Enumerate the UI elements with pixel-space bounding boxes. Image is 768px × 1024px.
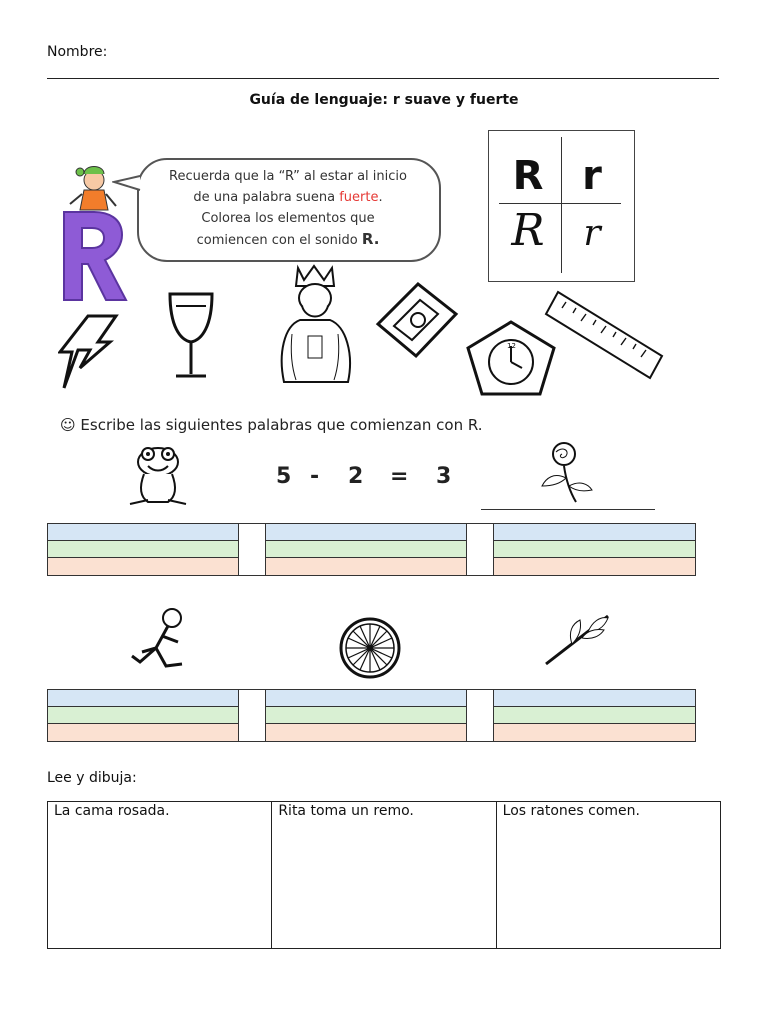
- lower-cursive-r: r: [583, 213, 601, 254]
- answer-strip-6[interactable]: [493, 689, 696, 742]
- answer-strip-3[interactable]: [493, 523, 696, 576]
- upper-cursive-r: R: [511, 205, 545, 256]
- answer-strip-4[interactable]: [47, 689, 239, 742]
- upper-print-r: R: [512, 153, 544, 199]
- draw-cell-1[interactable]: [48, 802, 272, 948]
- running-boy-icon: [128, 606, 194, 678]
- pencil-sharpener-icon[interactable]: [374, 280, 460, 360]
- letter-r-box: [488, 130, 635, 282]
- answer-strip-1[interactable]: [47, 523, 239, 576]
- branch-icon: [542, 608, 616, 668]
- draw-cell-3[interactable]: [497, 802, 720, 948]
- bubble-line-2: de una palabra suena fuerte.: [193, 190, 383, 205]
- page-title: Guía de lenguaje: r suave y fuerte: [249, 92, 519, 108]
- draw-cell-2[interactable]: [272, 802, 496, 948]
- read-and-draw-label: Lee y dibuja:: [47, 770, 137, 786]
- bubble-tail: [112, 172, 142, 194]
- bubble-line-1: Recuerda que la “R” al estar al inicio: [169, 169, 407, 184]
- bubble-text: [150, 166, 426, 251]
- answer-strip-2[interactable]: [265, 523, 467, 576]
- king-icon[interactable]: [270, 264, 360, 386]
- writing-instruction: ☺ Escribe las siguientes palabras que comienzan con R.: [60, 416, 483, 434]
- strip-gap-2: [466, 523, 494, 576]
- sentence-2: Rita toma un remo.: [278, 803, 414, 819]
- bubble-line-4: comiencen con el sonido R.: [196, 230, 380, 248]
- rose-answer-line[interactable]: [481, 509, 655, 510]
- equation-b: 2: [348, 464, 364, 489]
- strip-gap-1: [238, 523, 266, 576]
- sentence-3: Los ratones comen.: [502, 803, 640, 819]
- svg-text:12: 12: [507, 342, 516, 350]
- equation-a: 5: [276, 464, 292, 489]
- read-and-draw-table: [47, 801, 721, 949]
- lightning-icon[interactable]: [58, 312, 120, 392]
- frog-icon: [124, 440, 192, 510]
- ruler-icon[interactable]: [544, 288, 666, 384]
- bubble-line-3: Colorea los elementos que: [201, 211, 375, 226]
- equation-result: 3: [436, 464, 452, 489]
- equation-op: -: [310, 464, 320, 489]
- lower-print-r: r: [582, 153, 602, 199]
- rose-icon: [536, 440, 596, 506]
- wine-glass-icon[interactable]: [166, 290, 216, 382]
- name-line[interactable]: [47, 78, 719, 79]
- sentence-1: La cama rosada.: [54, 803, 170, 819]
- equation-eq: =: [390, 464, 409, 489]
- strip-gap-4: [466, 689, 494, 742]
- strip-gap-3: [238, 689, 266, 742]
- fuerte-word: fuerte: [339, 190, 379, 205]
- name-label: Nombre:: [47, 44, 108, 60]
- wheel-icon: [338, 616, 402, 680]
- answer-strip-5[interactable]: [265, 689, 467, 742]
